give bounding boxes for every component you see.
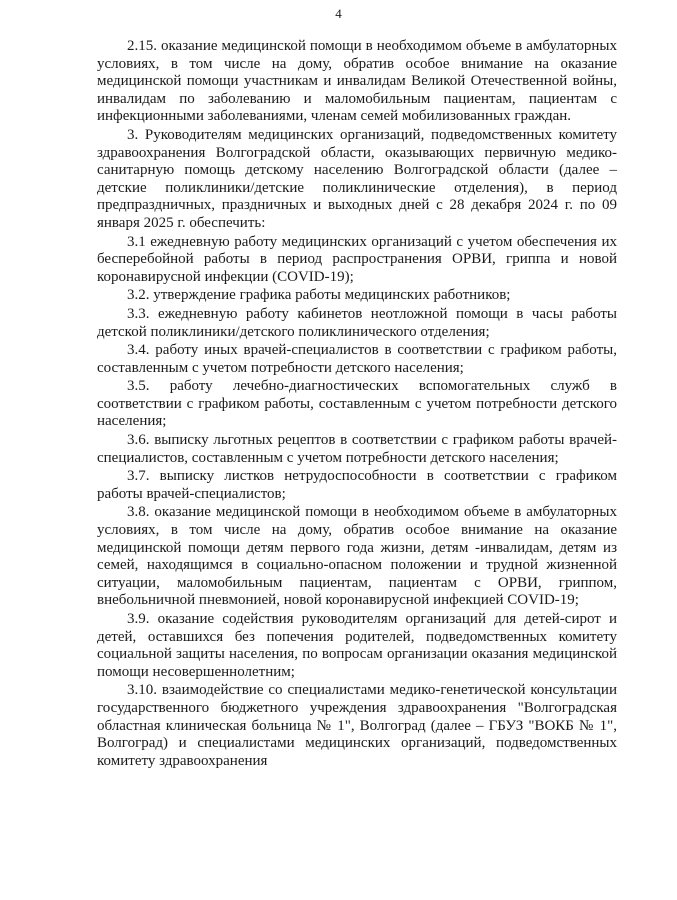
paragraph-3-10: 3.10. взаимодействие со специалистами медико-генетической консультации государственного бюджетного учреждения здравоохранения "Волгоградская областная клиническая больница № 1", Волгоград (далее – ГБУЗ "ВОКБ № 1", Волгоград) и специалистами медицинских организаций, подведомственных комитету здравоохранения: [97, 682, 617, 769]
paragraph-3-9: 3.9. оказание содействия руководителям организаций для детей-сирот и детей, оставшихся без попечения родителей, подведомственных комитету социальной защиты населения, по вопросам организации оказания медицинской помощи несовершеннолетним;: [97, 611, 617, 680]
page-number: 4: [335, 6, 342, 21]
paragraph-2-15: 2.15. оказание медицинской помощи в необходимом объеме в амбулаторных условиях, в том числе на дому, обратив особое внимание на оказание медицинской помощи участникам и инвалидам Великой Отечественной войны, инвалидам по заболеванию и маломобильным пациентам, пациентам с инфекционными заболеваниями, членам семей мобилизованных граждан.: [97, 38, 617, 125]
paragraph-3-4: 3.4. работу иных врачей-специалистов в соответствии с графиком работы, составленным с учетом потребности детского населения;: [97, 342, 617, 376]
paragraph-3: 3. Руководителям медицинских организаций, подведомственных комитету здравоохранения Волгоградской области, оказывающих первичную медико-санитарную помощь детскому населению Волгоградской области (далее – детские поликлиники/детские поликлинические отделения), в период предпраздничных, праздничных и выходных дней с 28 декабря 2024 г. по 09 января 2025 г. обеспечить:: [97, 126, 617, 231]
paragraph-3-7: 3.7. выписку листков нетрудоспособности в соответствии с графиком работы врачей-специалистов;: [97, 468, 617, 502]
paragraph-3-1: 3.1 ежедневную работу медицинских организаций с учетом обеспечения их бесперебойной работы в период распространения ОРВИ, гриппа и новой коронавирусной инфекции (COVID-19);: [97, 233, 617, 285]
paragraph-3-5: 3.5. работу лечебно-диагностических вспомогательных служб в соответствии с графиком работы, составленным с учетом потребности детского населения;: [97, 378, 617, 430]
paragraph-3-8: 3.8. оказание медицинской помощи в необходимом объеме в амбулаторных условиях, в том числе на дому, обратив особое внимание на оказание медицинской помощи детям первого года жизни, детям -инвалидам, детям из семей, находящимся в социально-опасном положении и трудной жизненной ситуации, маломобильным пациентам, пациентам с ОРВИ, гриппом, внебольничной пневмонией, новой коронавирусной инфекцией COVID-19;: [97, 504, 617, 609]
paragraph-3-2: 3.2. утверждение графика работы медицинских работников;: [127, 287, 511, 304]
document-body: [97, 38, 617, 770]
paragraph-3-6: 3.6. выписку льготных рецептов в соответствии с графиком работы врачей-специалистов, составленным с учетом потребности детского населения;: [97, 432, 617, 466]
paragraph-3-3: 3.3. ежедневную работу кабинетов неотложной помощи в часы работы детской поликлиники/детского поликлинического отделения;: [97, 305, 617, 340]
